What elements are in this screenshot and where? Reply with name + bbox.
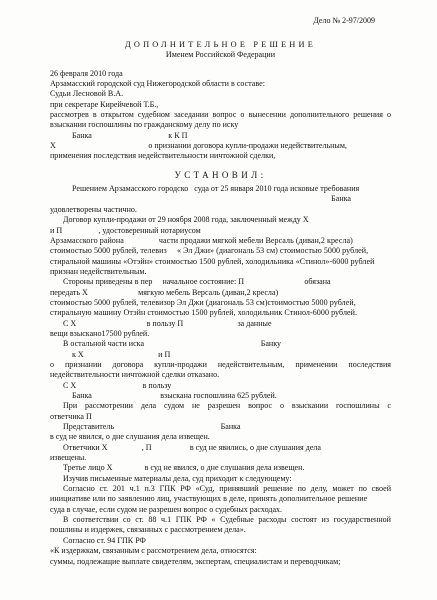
body-line: стоимостью 5000 рублей, телевизор Эл Джи (диагональ 53 см)стоимостью 5000 рублей, [50,297,356,307]
body-line: пошлины и издержек, связанных с рассмотрением дела». [50,525,246,535]
document-title: ДОПОЛНИТЕЛЬНОЕ РЕШЕНИЕ [125,40,316,49]
body-line: стиральную машину Отэйн стоимостью 1500 рублей, холодильник Стинол-6000 рублей. [50,308,358,318]
body-line: вещи взыскано17500 рублей. [50,328,150,338]
document-subtitle: Именем Российской Федерации [165,50,276,60]
body-line: удовлетворены частично. [50,204,137,214]
intro-text-line: Х о признании договора купли-продажи недействительным, [50,141,347,151]
body-line: Изучив письменные материалы дела, суд приходит к следующему: [63,473,292,483]
body-line: В остальной части иска Банку [63,339,282,349]
body-line: Стороны приведены в пер начальное состояние: П обязана [63,277,331,287]
body-line: стоимостью 5000 рублей, телевиз « Эл Джи» (диагональ 53 см) стоимостью 5000 рублей, [50,246,369,256]
intro-text-line: рассмотрев в открытом судебном заседании вопрос о вынесении дополнительного решения о [50,110,391,120]
intro-text-line: Банка к К П [72,130,188,140]
body-line: Согласно ст. 94 ГПК РФ [63,535,146,545]
body-line: признан недействительным. [50,266,147,276]
body-line: При рассмотрении дела судом не разрешен вопрос о взыскании госпошлины с [63,401,391,411]
decision-date: 26 февраля 2010 года [50,68,123,78]
body-line: Банка взыскана госпошлина 625 рублей. [72,391,277,400]
body-line: к Х и П [72,349,171,359]
secretary-line: при секретаре Кирейчевой Т.Б., [50,99,159,109]
body-line: «К издержкам, связанным с рассмотрением дела, относятся: [50,546,257,556]
ustanovil-heading: УСТАНОВИЛ: [174,169,267,180]
body-line: Третье лицо Х в суд не явился, о дне слушания дела извещен. [63,463,305,473]
judge-line: Судьи Лесновой В.А. [50,89,124,99]
body-line: Ответчики Х , П в суд не явились, о дне слушания дела [63,442,321,452]
body-line: Решением Арзамасского городско суда от 25 января 2010 года исковые требования [72,184,360,194]
intro-text-line: применения последствия недействительности ничтожной сделки, [50,151,276,161]
body-line: извещены. [50,453,87,463]
body-line: о признании договора купли-продажи недействительным, применении последствия [50,359,391,369]
body-line: в суд не явился, о дне слушания дела извещен. [50,432,210,442]
body-line: стиральной машины «Отэйн» стоимостью 1500 рублей, холодильника «Стинол»-6000 рублей [50,256,375,266]
body-line: С Х в пользу П за данные [63,318,272,328]
body-line: Согласно ст. 201 ч.1 п.3 ГПК РФ «Суд, принявший решение по делу, может по своей [63,484,391,494]
body-line: недействительности ничтожной сделки отказано. [50,370,220,380]
body-line: суммы, подлежащие выплате свидетелям, экспертам, специалистам и переводчикам; [50,556,341,566]
body-line: С Х в пользу [63,380,172,390]
body-line: суда в случае, если судом не разрешен вопрос о судебных расходах. [50,504,283,514]
body-line: В соответствии со ст. 88 ч.1 ГПК РФ « Судебные расходы состоят из государственной [63,515,391,525]
body-line: Арзамасского района части продажи мягкой мебели Версаль (диван,2 кресла) [50,235,353,245]
intro-text-line: взыскании госпошлины по гражданскому делу по иску [50,120,239,130]
body-line: Договор купли-продажи от 29 ноября 2008 года, заключенный между Х [63,215,309,225]
body-line: и П , удостоверенный нотариусом [50,225,201,235]
body-line: Банка [331,194,351,204]
body-line: инициативе или по заявлению лиц, участвующих в деле, принять дополнительное решение [50,494,368,504]
body-line: передать Х мягкую мебель Версаль (диван,2 кресла) [50,287,279,297]
body-line: Представитель Банка [63,422,241,432]
case-number: Дело № 2-97/2009 [313,16,375,25]
court-line: Арзамасский городской суд Нижегородской области в составе: [50,79,265,89]
body-line: ответчика П [50,411,92,421]
